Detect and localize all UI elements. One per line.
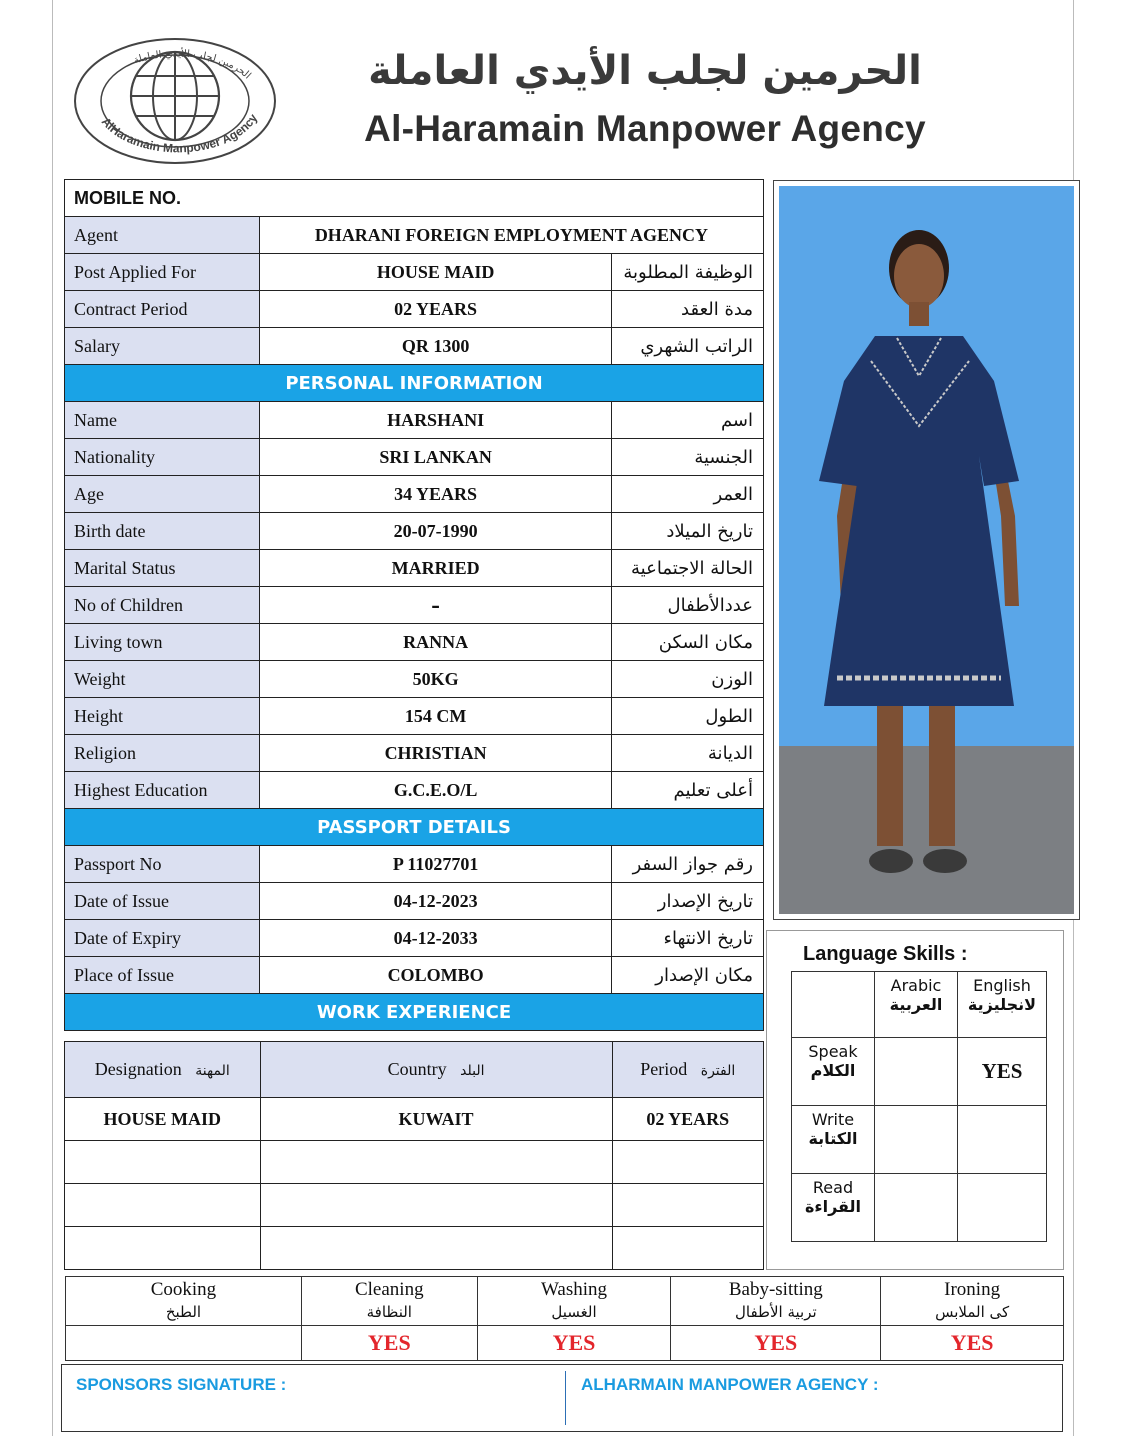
- signature-divider: [565, 1371, 566, 1425]
- field-label: Name: [65, 402, 260, 439]
- field-label-arabic: أعلى تعليم: [612, 772, 764, 809]
- table-row: [65, 476, 764, 513]
- candidate-photo-frame: [773, 180, 1080, 920]
- skill-ar: الطبخ: [74, 1301, 293, 1323]
- language-col-en: Arabic: [890, 976, 942, 995]
- field-label-arabic: اسم: [612, 402, 764, 439]
- field-label-arabic: تاريخ الميلاد: [612, 513, 764, 550]
- work-designation: [65, 1141, 261, 1184]
- field-label: Height: [65, 698, 260, 735]
- work-header-designation-en: Designation: [94, 1059, 182, 1079]
- agency-title-arabic: الحرمين لجلب الأيدي العاملة: [368, 48, 922, 94]
- field-value: MARRIED: [259, 550, 612, 587]
- field-label: Living town: [65, 624, 260, 661]
- skill-en: Cleaning: [354, 1279, 424, 1300]
- skill-en: Ironing: [944, 1279, 1001, 1300]
- section-passport-details: PASSPORT DETAILS: [65, 809, 764, 846]
- language-value-english: [958, 1174, 1047, 1242]
- table-row: [65, 550, 764, 587]
- work-header-period-en: Period: [640, 1059, 688, 1079]
- language-skills-table: [791, 971, 1047, 1242]
- field-label-arabic: الحالة الاجتماعية: [612, 550, 764, 587]
- language-corner-cell: [792, 972, 875, 1038]
- work-country: [260, 1227, 612, 1270]
- work-header-designation-ar: المهنة: [195, 1063, 230, 1079]
- logo-text-ar: الحرمين لجلب الأيدي العاملة: [132, 48, 253, 82]
- language-skill-en: Write: [811, 1110, 855, 1129]
- agent-label: Agent: [65, 217, 260, 254]
- field-label: Highest Education: [65, 772, 260, 809]
- field-label-arabic: العمر: [612, 476, 764, 513]
- skill-ar: تربية الأطفال: [679, 1301, 872, 1323]
- field-value: 50KG: [259, 661, 612, 698]
- skill-value: YES: [671, 1326, 881, 1361]
- table-row: [65, 328, 764, 365]
- field-label: Religion: [65, 735, 260, 772]
- field-label: Salary: [65, 328, 260, 365]
- field-label: Weight: [65, 661, 260, 698]
- language-value-arabic: [875, 1106, 958, 1174]
- language-skill-ar: القراءة: [804, 1197, 862, 1216]
- table-row: [65, 1141, 764, 1184]
- field-value: HARSHANI: [259, 402, 612, 439]
- field-label-arabic: تاريخ الانتهاء: [612, 920, 764, 957]
- skills-table: [65, 1276, 1064, 1361]
- table-row: [65, 1098, 764, 1141]
- work-designation: [65, 1227, 261, 1270]
- field-label: Marital Status: [65, 550, 260, 587]
- skill-value: [66, 1326, 302, 1361]
- language-col-en: English: [973, 976, 1031, 995]
- work-period: [612, 1227, 763, 1270]
- language-row: [792, 1106, 1047, 1174]
- skill-ar: کی الملابس: [889, 1301, 1055, 1323]
- table-row: [65, 661, 764, 698]
- field-label-arabic: مدة العقد: [612, 291, 764, 328]
- field-value: SRI LANKAN: [259, 439, 612, 476]
- field-label-arabic: تاريخ الإصدار: [612, 883, 764, 920]
- mobile-label: MOBILE NO.: [65, 180, 764, 217]
- skill-en: Washing: [541, 1279, 608, 1300]
- language-skill-ar: الكتابة: [808, 1129, 858, 1148]
- work-period: [612, 1184, 763, 1227]
- field-value: 34 YEARS: [259, 476, 612, 513]
- skill-ar: الغسيل: [486, 1301, 663, 1323]
- language-skill-en: Speak: [808, 1042, 858, 1061]
- field-value: COLOMBO: [259, 957, 612, 994]
- language-skill-write: [792, 1106, 875, 1174]
- table-row: [65, 920, 764, 957]
- table-row: [65, 846, 764, 883]
- language-skill-read: [792, 1174, 875, 1242]
- work-designation: HOUSE MAID: [65, 1098, 261, 1141]
- language-skill-ar: الكلام: [810, 1061, 856, 1080]
- table-row: [65, 698, 764, 735]
- agency-logo: [72, 36, 278, 166]
- field-label: No of Children: [65, 587, 260, 624]
- work-period: 02 YEARS: [612, 1098, 763, 1141]
- language-skills-title: Language Skills :: [803, 943, 968, 965]
- field-label-arabic: مكان الإصدار: [612, 957, 764, 994]
- work-header-period-ar: الفترة: [700, 1063, 736, 1079]
- candidate-photo: [779, 186, 1074, 914]
- agency-title-english: Al-Haramain Manpower Agency: [364, 108, 926, 149]
- skill-washing: [477, 1277, 671, 1326]
- language-skills-box: [766, 930, 1064, 1270]
- work-header-period: [612, 1042, 763, 1098]
- field-label-arabic: رقم جواز السفر: [612, 846, 764, 883]
- field-label-arabic: الراتب الشهري: [612, 328, 764, 365]
- field-label: Date of Expiry: [65, 920, 260, 957]
- table-row: [65, 402, 764, 439]
- language-col-arabic: [875, 972, 958, 1038]
- sponsor-signature-label: SPONSORS SIGNATURE :: [76, 1375, 287, 1394]
- field-value: -: [259, 587, 612, 624]
- work-designation: [65, 1184, 261, 1227]
- field-label-arabic: الديانة: [612, 735, 764, 772]
- field-value: 02 YEARS: [259, 291, 612, 328]
- work-country: KUWAIT: [260, 1098, 612, 1141]
- language-col-ar: لانجليزية: [967, 995, 1037, 1014]
- field-value: 04-12-2023: [259, 883, 612, 920]
- section-personal-information: PERSONAL INFORMATION: [65, 365, 764, 402]
- language-col-english: [958, 972, 1047, 1038]
- table-row: [65, 772, 764, 809]
- field-label: Place of Issue: [65, 957, 260, 994]
- info-table: [64, 179, 764, 1031]
- work-header-country-en: Country: [387, 1059, 447, 1079]
- skill-baby-sitting: [671, 1277, 881, 1326]
- language-value-english: [958, 1106, 1047, 1174]
- agent-value: DHARANI FOREIGN EMPLOYMENT AGENCY: [259, 217, 763, 254]
- field-label-arabic: الطول: [612, 698, 764, 735]
- language-row: [792, 1174, 1047, 1242]
- field-label: Passport No: [65, 846, 260, 883]
- agency-signature-label: ALHARMAIN MANPOWER AGENCY :: [581, 1375, 879, 1394]
- table-row: [65, 883, 764, 920]
- table-row: [65, 513, 764, 550]
- skill-ar: النظافة: [310, 1301, 469, 1323]
- skill-value: YES: [881, 1326, 1064, 1361]
- svg-text:AlHaramain Manpower Agency: [99, 111, 261, 155]
- field-value: QR 1300: [259, 328, 612, 365]
- field-label: Contract Period: [65, 291, 260, 328]
- language-col-ar: العربية: [889, 995, 943, 1014]
- language-skill-en: Read: [812, 1178, 854, 1197]
- language-skill-speak: [792, 1038, 875, 1106]
- table-row: [65, 254, 764, 291]
- skill-cooking: [66, 1277, 302, 1326]
- field-label-arabic: عددالأطفال: [612, 587, 764, 624]
- work-country: [260, 1141, 612, 1184]
- work-header-designation: [65, 1042, 261, 1098]
- field-label-arabic: الوظيفة المطلوبة: [612, 254, 764, 291]
- skill-en: Cooking: [150, 1279, 217, 1300]
- field-value: 20-07-1990: [259, 513, 612, 550]
- field-value: 154 CM: [259, 698, 612, 735]
- work-header-country-ar: البلد: [460, 1063, 485, 1079]
- language-value-arabic: [875, 1038, 958, 1106]
- field-label: Birth date: [65, 513, 260, 550]
- table-row: [65, 291, 764, 328]
- language-value-arabic: [875, 1174, 958, 1242]
- logo-text-en: AlHaramain Manpower Agency: [98, 111, 261, 156]
- skill-ironing: [881, 1277, 1064, 1326]
- work-period: [612, 1141, 763, 1184]
- table-row: [65, 1184, 764, 1227]
- skill-en: Baby-sitting: [728, 1279, 823, 1300]
- work-country: [260, 1184, 612, 1227]
- field-label: Age: [65, 476, 260, 513]
- skill-cleaning: [301, 1277, 477, 1326]
- section-work-experience: WORK EXPERIENCE: [65, 994, 764, 1031]
- field-label-arabic: مكان السكن: [612, 624, 764, 661]
- field-label: Date of Issue: [65, 883, 260, 920]
- signature-box: [61, 1364, 1063, 1432]
- table-row: [65, 624, 764, 661]
- field-value: G.C.E.O/L: [259, 772, 612, 809]
- table-row: [65, 1227, 764, 1270]
- table-row: [65, 587, 764, 624]
- table-row: [65, 957, 764, 994]
- skill-value: YES: [477, 1326, 671, 1361]
- field-label-arabic: الوزن: [612, 661, 764, 698]
- field-value: CHRISTIAN: [259, 735, 612, 772]
- field-label: Post Applied For: [65, 254, 260, 291]
- field-value: RANNA: [259, 624, 612, 661]
- table-row: [65, 735, 764, 772]
- field-value: P 11027701: [259, 846, 612, 883]
- work-experience-table: [64, 1041, 764, 1270]
- skill-value: YES: [301, 1326, 477, 1361]
- language-row: [792, 1038, 1047, 1106]
- field-label-arabic: الجنسية: [612, 439, 764, 476]
- field-value: 04-12-2033: [259, 920, 612, 957]
- field-value: HOUSE MAID: [259, 254, 612, 291]
- field-label: Nationality: [65, 439, 260, 476]
- language-value-english: YES: [958, 1038, 1047, 1106]
- work-header-country: [260, 1042, 612, 1098]
- table-row: [65, 439, 764, 476]
